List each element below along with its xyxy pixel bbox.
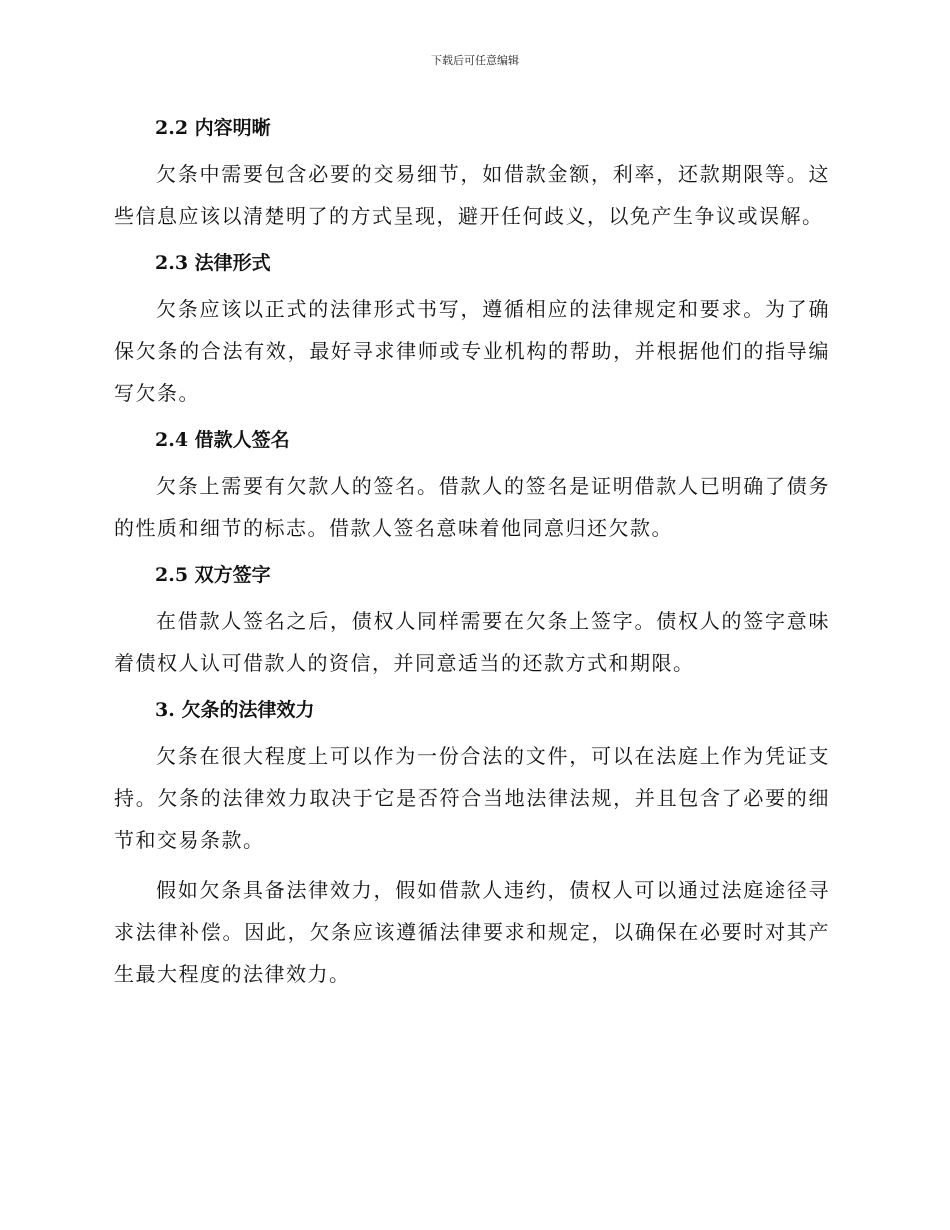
paragraph: 在借款人签名之后，债权人同样需要在欠条上签字。债权人的签字意味着债权人认可借款人的资信，并同意适当的还款方式和期限。 bbox=[114, 609, 830, 675]
section-2-5 bbox=[114, 557, 830, 692]
paragraph: 假如欠条具备法律效力，假如借款人违约，债权人可以通过法庭途径寻求法律补偿。因此，欠条应该遵循法律要求和规定，以确保在必要时对其产生最大程度的法律效力。 bbox=[114, 878, 830, 986]
section-heading: 2.4 借款人签名 bbox=[155, 429, 290, 451]
section-heading: 2.3 法律形式 bbox=[155, 252, 271, 274]
paragraph: 欠条上需要有欠款人的签名。借款人的签名是证明借款人已明确了债务的性质和细节的标志。借款人签名意味着他同意归还欠款。 bbox=[114, 474, 830, 540]
section-heading: 3. 欠条的法律效力 bbox=[155, 699, 315, 721]
paragraph: 欠条中需要包含必要的交易细节，如借款金额，利率，还款期限等。这些信息应该以清楚明了的方式呈现，避开任何歧义，以免产生争议或误解。 bbox=[114, 162, 830, 228]
document-body bbox=[114, 110, 830, 995]
section-heading: 2.2 内容明晰 bbox=[155, 117, 271, 139]
header-note: 下载后可任意编辑 bbox=[431, 54, 519, 67]
paragraph: 欠条应该以正式的法律形式书写，遵循相应的法律规定和要求。为了确保欠条的合法有效，最好寻求律师或专业机构的帮助，并根据他们的指导编写欠条。 bbox=[114, 297, 830, 405]
section-heading: 2.5 双方签字 bbox=[155, 564, 271, 586]
section-3 bbox=[114, 692, 830, 995]
paragraph: 欠条在很大程度上可以作为一份合法的文件，可以在法庭上作为凭证支持。欠条的法律效力取决于它是否符合当地法律法规，并且包含了必要的细节和交易条款。 bbox=[114, 744, 830, 852]
section-2-2 bbox=[114, 110, 830, 245]
section-2-3 bbox=[114, 245, 830, 422]
section-2-4 bbox=[114, 422, 830, 557]
